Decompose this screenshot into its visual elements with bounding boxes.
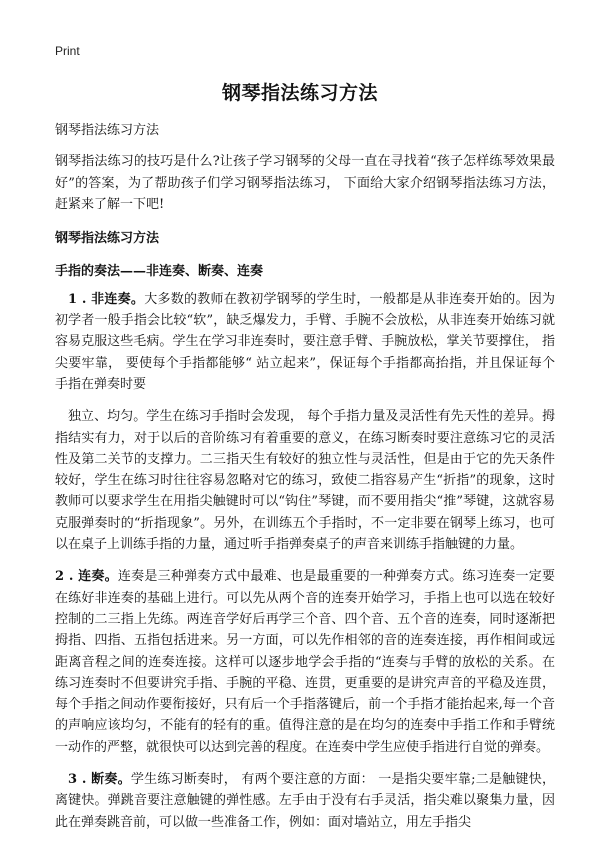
intro-paragraph: 钢琴指法练习的技巧是什么?让孩子学习钢琴的父母一直在寻找着“孩子怎样练琴效果最好”的答案，为了帮助孩子们学习钢琴指法练习， 下面给大家介绍钢琴指法练习方法，赶紧来了解一下吧! [55,154,555,212]
document-subtitle: 钢琴指法练习方法 [55,123,160,138]
paragraph-legato [55,566,555,758]
paragraph-staccato [55,769,555,833]
paragraph-text: 学生练习断奏时， 有两个要注意的方面： 一是指尖要牢靠;二是触键快，离键快。弹跳音要注意触键的弹性感。左手由于没有右手灵活，指尖难以聚集力量，因此在弹奏跳音前，可以做一些准备工作，例如：面对墙站立，用左手指尖 [55,772,555,830]
paragraph-lead: 3 . 断奏。 [68,772,131,788]
paragraph-text: 独立、均匀。学生在练习手指时会发现， 每个手指力量及灵活性有先天性的差异。拇指结实有力，对于以后的音阶练习有着重要的意义，在练习断奏时要注意练习它的灵活性及第二关节的支撑力。二三指天生有较好的独立性与灵活性，但是由于它的先天条件较好，学生在练习时往往容易忽略对它的练习，致使二指容易产生“折指”的现象，这时教师可以要求学生在用指尖触键时可以“钩住”琴键，而不要用指尖“推”琴键，这就容易克服弹奏时的“折指现象”。另外，在训练五个手指时，不一定非要在钢琴上练习，也可以在桌子上训练手指的力量，通过听手指弹奏桌子的声音来训练手指触键的力量。 [55,409,555,553]
paragraph-non-legato [55,289,555,395]
section-heading: 钢琴指法练习方法 [55,231,160,247]
paragraph-text: 连奏是三种弹奏方式中最难、也是最重要的一种弹奏方式。练习连奏一定要在练好非连奏的基础上进行。可以先从两个音的连奏开始学习，手指上也可以选在较好控制的二三指上先练。两连音学好后再学三个音、四个音、五个音的连奏，同时逐渐把拇指、四指、五指包括进来。另一方面，可以先作相邻的音的连奏连接，再作相间或远距离音程之间的连奏连接。这样可以逐步地学会手指的“连奏与手臂的放松的关系。在练习连奏时不但要讲究手指、手腕的平稳、连贯，更重要的是讲究声音的平稳及连贯，每个手指之间动作要衔接好，只有后一个手指落键后，前一个手指才能抬起来,每一个音的声响应该均匀，不能有的轻有的重。值得注意的是在均匀的连奏中手指工作和手臂统一动作的严整，就很快可以达到完善的程度。在连奏中学生应使手指进行自觉的弹奏。 [55,569,555,755]
paragraph-lead: 2 . 连奏。 [55,569,118,585]
paragraph-text: 大多数的教师在教初学钢琴的学生时，一般都是从非连奏开始的。因为初学者一般手指会比较“软”，缺乏爆发力，手臂、手腕不会放松，从非连奏开始练习就容易克服这些毛病。学生在学习非连奏时，要注意手臂、手腕放松，掌关节要撑住， 指尖要牢靠， 要使每个手指都能够“ 站立起来”，保证每个手指都高抬指，并且保证每个手指在弹奏时要 [55,291,555,392]
document-title: 钢琴指法练习方法 [221,82,378,104]
print-link[interactable]: Print [55,44,80,58]
sub-heading: 手指的奏法——非连奏、断奏、连奏 [55,264,264,280]
paragraph-independence [55,406,555,555]
document-body [55,120,555,844]
paragraph-lead: 1 . 非连奏。 [68,291,145,307]
